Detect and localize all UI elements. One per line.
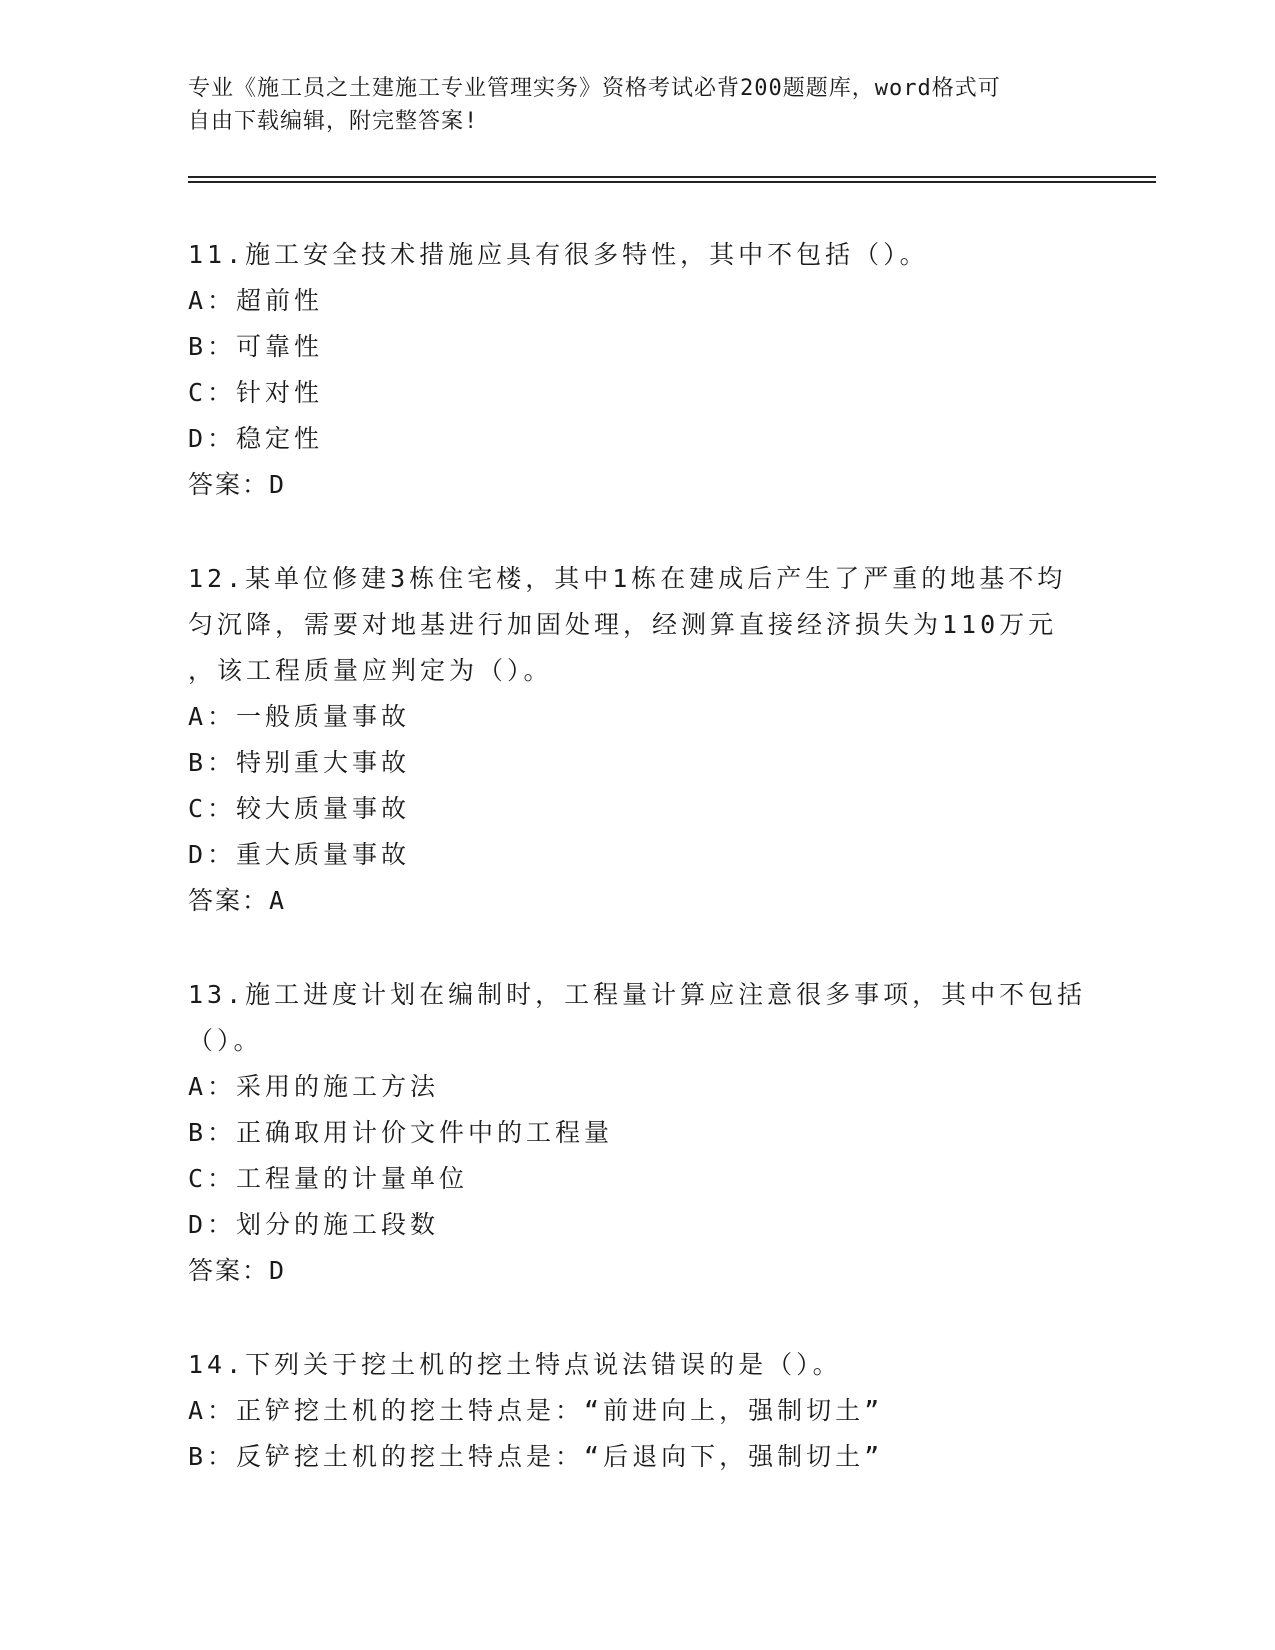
option-c: C：针对性 (188, 378, 324, 407)
document-header (188, 72, 1088, 138)
answer-line: 答案：D (188, 1256, 287, 1285)
question-stem: 14.下列关于挖土机的挖土特点说法错误的是（）。 (188, 1350, 842, 1379)
question-stem-line-1: 13.施工进度计划在编制时，工程量计算应注意很多事项，其中不包括 (188, 980, 1087, 1009)
question-stem-line-1: 12.某单位修建3栋住宅楼，其中1栋在建成后产生了严重的地基不均 (188, 564, 1067, 593)
option-b: B：可靠性 (188, 332, 324, 361)
option-a: A：正铲挖土机的挖土特点是：“前进向上，强制切土” (188, 1396, 884, 1425)
option-d: D：划分的施工段数 (188, 1210, 440, 1239)
question-stem-line-2: （）。 (188, 1026, 263, 1055)
option-b: B：反铲挖土机的挖土特点是：“后退向下，强制切土” (188, 1442, 884, 1471)
header-title-line-1: 专业《施工员之土建施工专业管理实务》资格考试必背200题题库，word格式可 (188, 76, 1001, 101)
option-a: A：超前性 (188, 286, 324, 315)
question-stem-line-2: 匀沉降，需要对地基进行加固处理，经测算直接经济损失为110万元 (188, 610, 1058, 639)
header-divider-top (188, 176, 1156, 178)
option-a: A：采用的施工方法 (188, 1072, 440, 1101)
option-a: A：一般质量事故 (188, 702, 411, 731)
question-stem: 11.施工安全技术措施应具有很多特性，其中不包括（）。 (188, 240, 929, 269)
question-12 (188, 556, 1088, 924)
option-b: B：特别重大事故 (188, 748, 411, 777)
question-13 (188, 972, 1088, 1294)
option-c: C：工程量的计量单位 (188, 1164, 469, 1193)
header-divider-bottom (188, 181, 1156, 183)
question-14 (188, 1342, 1088, 1480)
header-title-line-2: 自由下载编辑，附完整答案! (188, 109, 479, 134)
question-11 (188, 232, 1088, 508)
answer-line: 答案：D (188, 470, 287, 499)
answer-line: 答案：A (188, 886, 287, 915)
option-b: B：正确取用计价文件中的工程量 (188, 1118, 614, 1147)
option-c: C：较大质量事故 (188, 794, 411, 823)
option-d: D：重大质量事故 (188, 840, 411, 869)
question-list (188, 232, 1088, 1528)
option-d: D：稳定性 (188, 424, 324, 453)
question-stem-line-3: ，该工程质量应判定为（）。 (188, 656, 553, 685)
